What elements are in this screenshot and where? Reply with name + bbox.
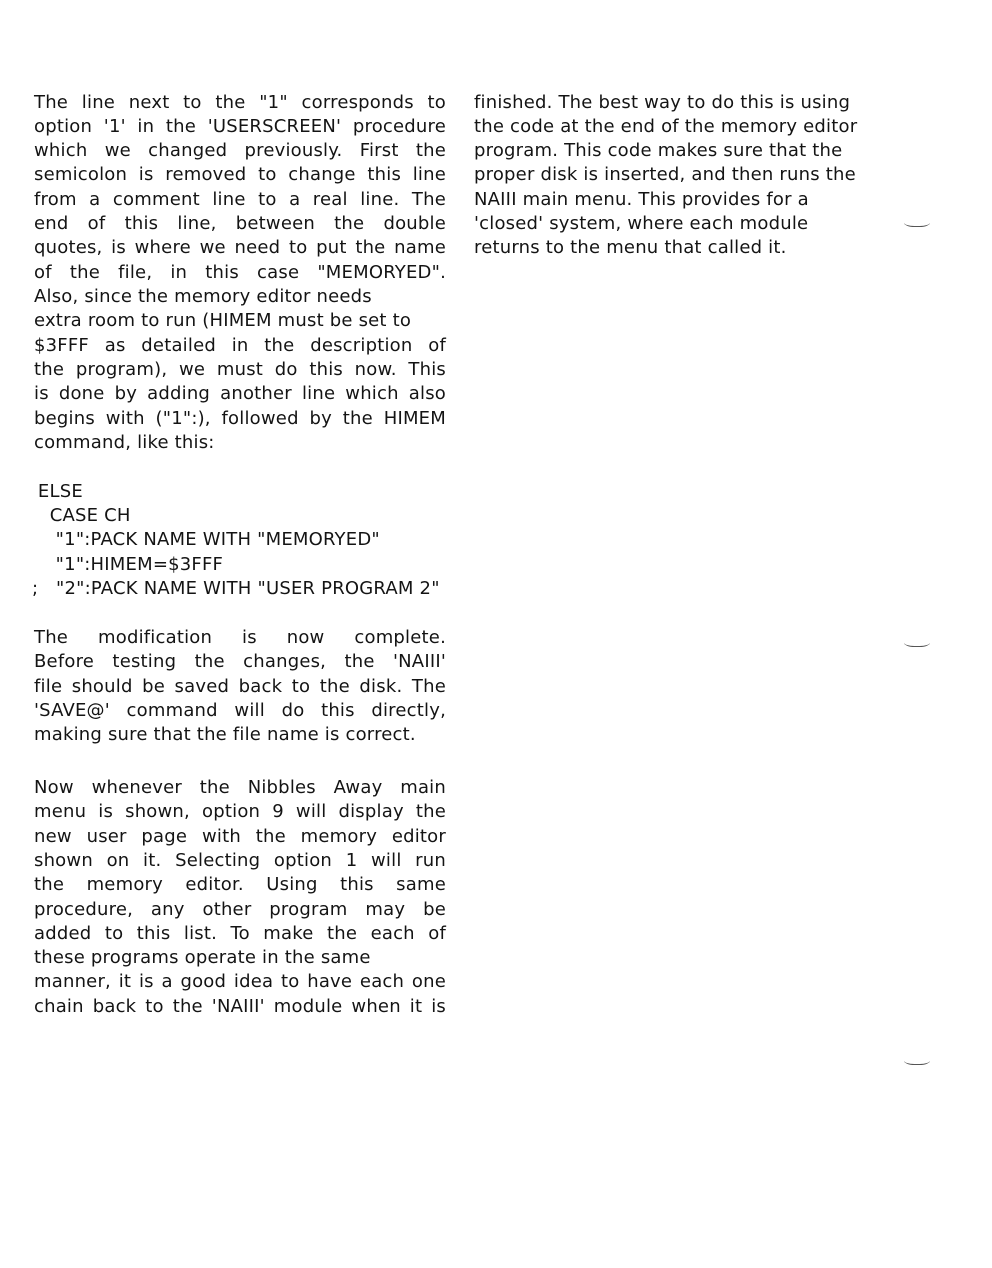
text-line: Now whenever the Nibbles Away main <box>34 777 446 798</box>
text-line: The line next to the "1" corresponds to <box>34 92 446 113</box>
text-line: command, like this: <box>34 432 215 453</box>
text-line: extra room to run (HIMEM must be set to <box>34 310 412 331</box>
text-line: semicolon is removed to change this line <box>34 164 446 185</box>
text-line: begins with ("1":), followed by the HIMEM <box>34 408 446 429</box>
text-line: the code at the end of the memory editor <box>474 116 858 137</box>
text-line: chain back to the 'NAIII' module when it is <box>34 996 446 1017</box>
text-line: program. This code makes sure that the <box>474 140 843 161</box>
text-line: from a comment line to a real line. The <box>34 189 446 210</box>
text-line: the memory editor. Using this same <box>34 874 446 895</box>
text-line: Also, since the memory editor needs <box>34 286 372 307</box>
text-line: finished. The best way to do this is using <box>474 92 851 113</box>
binder-hole-mark <box>904 216 930 227</box>
text-line: 'closed' system, where each module <box>474 213 809 234</box>
text-line: The modification is now complete. <box>34 627 446 648</box>
text-line: making sure that the file name is correct. <box>34 724 416 745</box>
text-line: these programs operate in the same <box>34 947 371 968</box>
text-line: quotes, is where we need to put the name <box>34 237 446 258</box>
code-line: "1":PACK NAME WITH "MEMORYED" <box>32 529 380 550</box>
text-line: proper disk is inserted, and then runs the <box>474 164 856 185</box>
text-line: NAIII main menu. This provides for a <box>474 189 809 210</box>
text-line: file should be saved back to the disk. The <box>34 676 446 697</box>
binder-hole-mark <box>904 1054 930 1065</box>
code-line: CASE CH <box>32 505 131 526</box>
text-line: of the file, in this case "MEMORYED". <box>34 262 446 283</box>
code-line: ELSE <box>32 481 83 502</box>
text-line: $3FFF as detailed in the description of <box>34 335 446 356</box>
text-line: returns to the menu that called it. <box>474 237 787 258</box>
text-line: option '1' in the 'USERSCREEN' procedure <box>34 116 446 137</box>
text-line: new user page with the memory editor <box>34 826 446 847</box>
binder-hole-mark <box>904 636 930 647</box>
text-line: shown on it. Selecting option 1 will run <box>34 850 446 871</box>
text-line: 'SAVE@' command will do this directly, <box>34 700 446 721</box>
code-line: "1":HIMEM=$3FFF <box>32 554 224 575</box>
text-line: procedure, any other program may be <box>34 899 446 920</box>
text-line: which we changed previously. First the <box>34 140 446 161</box>
text-line: menu is shown, option 9 will display the <box>34 801 446 822</box>
text-line: manner, it is a good idea to have each one <box>34 971 446 992</box>
code-line: ; "2":PACK NAME WITH "USER PROGRAM 2" <box>32 578 440 599</box>
text-line: added to this list. To make the each of <box>34 923 446 944</box>
text-line: the program), we must do this now. This <box>34 359 446 380</box>
text-line: is done by adding another line which also <box>34 383 446 404</box>
text-line: Before testing the changes, the 'NAIII' <box>34 651 446 672</box>
text-line: end of this line, between the double <box>34 213 446 234</box>
